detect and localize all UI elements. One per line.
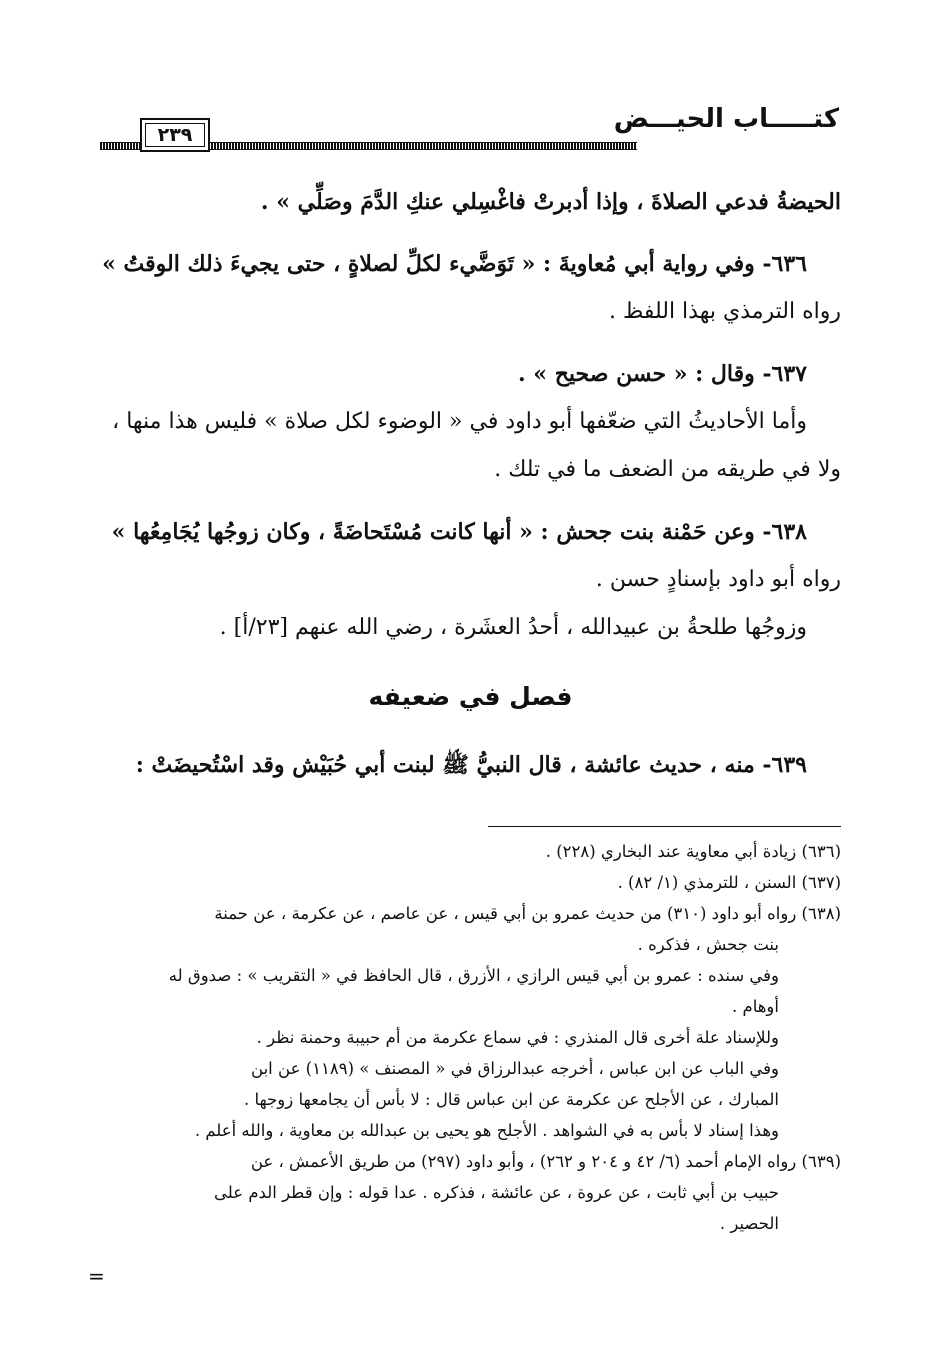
body-line: وزوجُها طلحةُ بن عبيدالله ، أحدُ العشَرة ، رضي الله عنهم [٢٣/أ] . — [219, 615, 807, 640]
footnote-line: بنت جحش ، فذكره . — [637, 935, 779, 954]
footnote-639: (٦٣٩) رواه الإمام أحمد (٦/ ٤٢ و ٢٠٤ و ٢٦٢) ، وأبو داود (٢٩٧) من طريق الأعمش ، عن — [250, 1152, 841, 1171]
footnote-line: وفي سنده : عمرو بن أبي قيس الرازي ، الأزرق ، قال الحافظ في « التقريب » : صدوق له — [168, 966, 779, 985]
chapter-title: كتـــــاب الحيـــض — [613, 104, 839, 134]
hadith-639: ٦٣٩- منه ، حديث عائشة ، قال النبيُّ ﷺ لبنت أبي حُبَيْش وقد اسْتُحيضَتْ : — [135, 752, 807, 778]
page-number: ٢٣٩ — [157, 124, 193, 146]
footnote-line: أوهام . — [732, 997, 779, 1016]
body-line: وأما الأحاديثُ التي ضعّفها أبو داود في « الوضوء لكل صلاة » فليس هذا منها ، — [112, 409, 807, 434]
footnote-line: حبيب بن أبي ثابت ، عن عروة ، عن عائشة ، فذكره . عدا قوله : وإن قطر الدم على — [214, 1183, 779, 1202]
footnote-line: وللإسناد علة أخرى قال المنذري : في سماع عكرمة من أم حبيبة وحمنة نظر . — [256, 1028, 779, 1047]
body-line: رواه الترمذي بهذا اللفظ . — [608, 299, 841, 324]
footnote-637: (٦٣٧) السنن ، للترمذي (١/ ٨٢) . — [617, 873, 841, 892]
footnote-line: الحصير . — [719, 1214, 779, 1233]
hadith-638: ٦٣٨- وعن حَمْنة بنت جحش : « أنها كانت مُسْتَحاضَةً ، وكان زوجُها يُجَامِعُها » — [111, 519, 807, 545]
footnote-line: وهذا إسناد لا بأس به في الشواهد . الأجلح هو يحيى بن عبدالله بن معاوية ، والله أعلم . — [194, 1121, 779, 1140]
body-line: ولا في طريقه من الضعف ما في تلك . — [494, 457, 841, 482]
hadith-636: ٦٣٦- وفي رواية أبي مُعاويةَ : « تَوَضَّيء لكلِّ لصلاةٍ ، حتى يجيءَ ذلك الوقتُ » — [102, 251, 807, 277]
footnote-separator — [488, 826, 841, 827]
footnote-line: وفي الباب عن ابن عباس ، أخرجه عبدالرزاق في « المصنف » (١١٨٩) عن ابن — [251, 1059, 779, 1078]
body-line: رواه أبو داود بإسنادٍ حسن . — [595, 567, 841, 592]
footnote-636: (٦٣٦) زيادة أبي معاوية عند البخاري (٢٢٨) . — [545, 842, 841, 861]
page-number-inner-frame — [145, 123, 205, 147]
continuation-mark: = — [88, 1264, 105, 1288]
hadith-637: ٦٣٧- وقال : « حسن صحيح » . — [517, 361, 807, 387]
page-number-box — [140, 118, 210, 152]
footnotes — [92, 836, 841, 1239]
section-title: فصل في ضعيفه — [368, 682, 573, 711]
body-line: الحيضةُ فدعي الصلاةَ ، وإذا أدبرتْ فاغْسِلي عنكِ الدَّمَ وصَلِّي » . — [260, 189, 841, 215]
header-rule-gap — [637, 140, 843, 152]
footnote-638: (٦٣٨) رواه أبو داود (٣١٠) من حديث عمرو بن أبي قيس ، عن عاصم ، عن عكرمة ، عن حمنة — [214, 904, 841, 923]
footnote-line: المبارك ، عن الأجلح عن عكرمة عن ابن عباس قال : لا بأس أن يجامعها زوجها . — [243, 1090, 779, 1109]
main-text — [100, 178, 841, 789]
